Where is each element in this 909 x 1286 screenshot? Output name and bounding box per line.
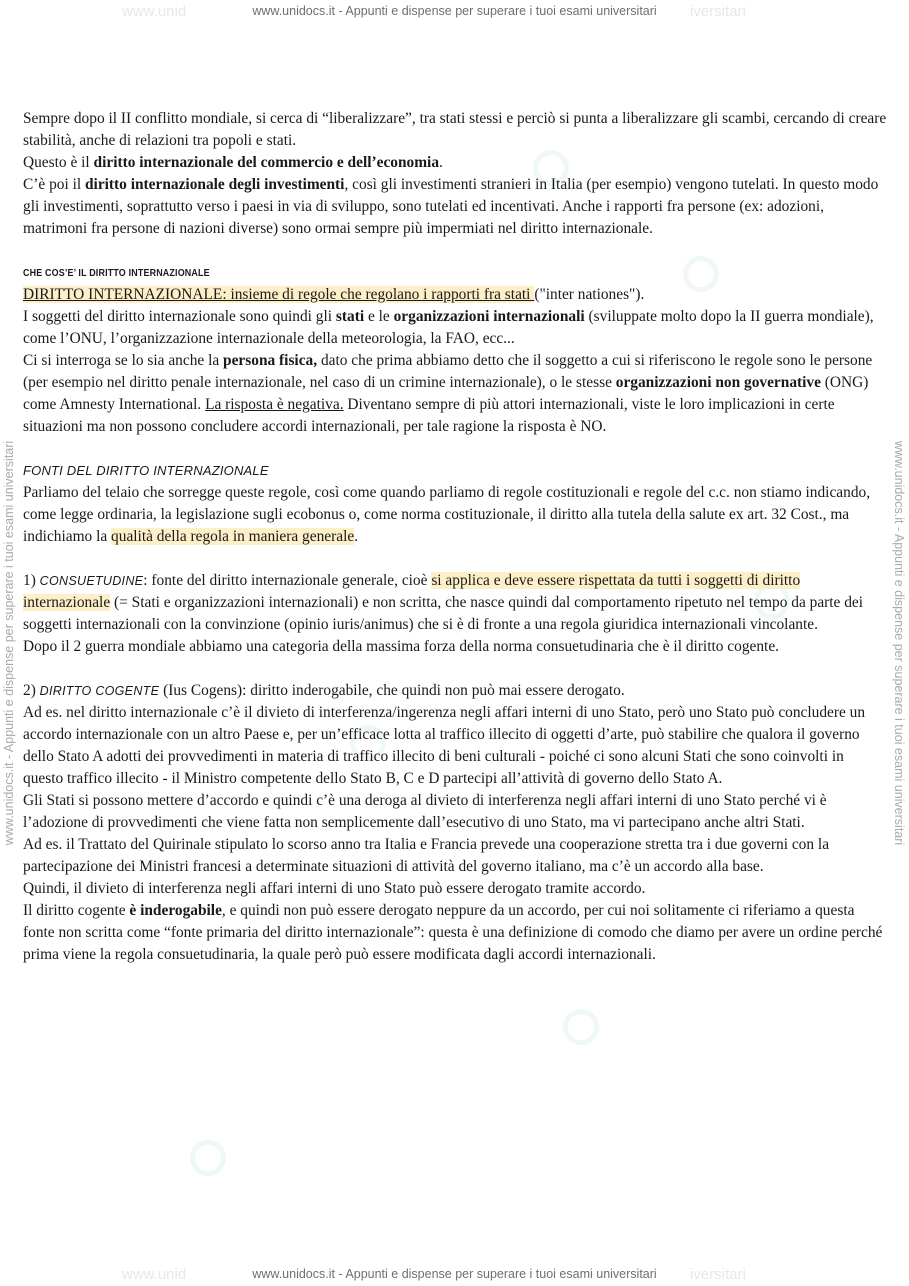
- intro-paragraph: Sempre dopo il II conflitto mondiale, si cerca di “liberalizzare”, tra stati stessi e perciò si punta a liberalizzare gli scambi, cercando di creare stabilità, anche di relazioni tra popoli e stati.: [23, 110, 887, 149]
- watermark-header: www.unidocs.it - Appunti e dispense per superare i tuoi esami universitari: [252, 4, 657, 18]
- definition-paragraph: DIRITTO INTERNAZIONALE: insieme di regole che regolano i rapporti fra stati ("inter nationes").: [23, 286, 645, 303]
- watermark-logo-icon: [563, 1009, 599, 1045]
- jus-cogens-paragraph: Il diritto cogente è inderogabile, e quindi non può essere derogato neppure da un accordo, per cui noi solitamente ci riferiamo a questa fonte non scritta come “fonte primaria del diritto internazionale”: questa è una definizione di comodo che diamo per avere un ordine perché prima viene la regola consuetudinaria, la quale però può essere modificata dagli accordi internazionali.: [23, 902, 883, 963]
- watermark-ghost-right: iversitari: [690, 1266, 746, 1283]
- section-heading: CHE COS’E’ IL DIRITTO INTERNAZIONALE: [23, 267, 210, 279]
- watermark-side-right: www.unidocs.it - Appunti e dispense per superare i tuoi esami universitari: [892, 440, 906, 846]
- document-body: [23, 108, 887, 966]
- custom-law-paragraph: 1) CONSUETUDINE: fonte del diritto internazionale generale, cioè si applica e deve essere rispettata da tutti i soggetti di diritto internazionale (= Stati e organizzazioni internazionali) e non scritta, che nasce quindi dal comportamento ripetuto nel tempo da parte dei soggetti internazionali con la convinzione (opinio iuris/animus) che si è di fronte a una regola giuridica internazionali vincolante.: [23, 572, 864, 633]
- intro-paragraph: Questo è il diritto internazionale del commercio e dell’economia.: [23, 154, 443, 171]
- subjects-paragraph: I soggetti del diritto internazionale sono quindi gli stati e le organizzazioni internazionali (sviluppate molto dopo la II guerra mondiale), come l’ONU, l’organizzazione internazionale della meteorologia, la FAO, ecc...: [23, 308, 874, 347]
- sources-paragraph: Parliamo del telaio che sorregge queste regole, così come quando parliamo di regole costituzionali e regole del c.c. non stiamo indicando, come legge ordinaria, la legislazione sugli ecobonus o, come norma costituzionale, il diritto alla tutela della salute ex art. 32 Cost., ma indichiamo la qualità della regola in maniera generale.: [23, 484, 871, 545]
- jus-cogens-paragraph: Ad es. nel diritto internazionale c’è il divieto di interferenza/ingerenza negli affari interni di uno Stato, però uno Stato può concludere un accordo internazionale con un altro Paese e, per un’efficace lotta al traffico illecito di oggetti d’arte, può stabilire che qualora il governo dello Stato A adotti dei provvedimenti in materia di traffico illecito di beni culturali - poiché ci sono alcuni Stati che sono coinvolti in questo traffico illecito - il Ministro competente dello Stato B, C e D partecipi all’attività di governo dello Stato A.: [23, 704, 866, 787]
- watermark-ghost-left: www.unid: [122, 3, 187, 20]
- watermark-logo-icon: [190, 1140, 226, 1176]
- subjects-paragraph: Ci si interroga se lo sia anche la persona fisica, dato che prima abbiamo detto che il soggetto a cui si riferiscono le regole sono le persone (per esempio nel diritto penale internazionale, nel caso di un crimine internazionale), o le stesse organizzazioni non governative (ONG) come Amnesty International. La risposta è negativa. Diventano sempre di più attori internazionali, viste le loro implicazioni in certe situazioni ma non possono concludere accordi internazionali, per tale ragione la risposta è NO.: [23, 352, 873, 435]
- watermark-footer: www.unidocs.it - Appunti e dispense per superare i tuoi esami universitari: [252, 1267, 657, 1281]
- jus-cogens-paragraph: Ad es. il Trattato del Quirinale stipulato lo scorso anno tra Italia e Francia prevede una cooperazione stretta tra i due governi con la partecipazione dei Ministri francesi a determinate situazioni di attività del governo italiano, ma c’è un accordo alla base.: [23, 836, 830, 875]
- jus-cogens-paragraph: Quindi, il divieto di interferenza negli affari interni di uno Stato può essere derogato tramite accordo.: [23, 880, 646, 897]
- intro-paragraph: C’è poi il diritto internazionale degli investimenti, così gli investimenti stranieri in Italia (per esempio) vengono tutelati. In questo modo gli investimenti, soprattutto verso i paesi in via di sviluppo, sono tutelati ed incentivati. Anche i rapporti fra persone (ex: adozioni, matrimoni fra persone di nazioni diverse) sono ormai sempre più impermiati nel diritto internazionale.: [23, 176, 879, 237]
- section-heading: FONTI DEL DIRITTO INTERNAZIONALE: [23, 463, 269, 478]
- custom-law-paragraph: Dopo il 2 guerra mondiale abbiamo una categoria della massima forza della norma consuetudinaria che è il diritto cogente.: [23, 638, 779, 655]
- watermark-side-left: www.unidocs.it - Appunti e dispense per superare i tuoi esami universitari: [2, 440, 16, 846]
- watermark-ghost-left: www.unid: [122, 1266, 187, 1283]
- jus-cogens-paragraph: Gli Stati si possono mettere d’accordo e quindi c’è una deroga al divieto di interferenza negli affari interni di uno Stato perché vi è l’adozione di provvedimenti che viene fatta non semplicemente dall’esecutivo di uno Stato, ma vi partecipano anche altri Stati.: [23, 792, 827, 831]
- jus-cogens-paragraph: 2) DIRITTO COGENTE (Ius Cogens): diritto inderogabile, che quindi non può mai essere derogato.: [23, 682, 625, 699]
- watermark-ghost-right: iversitari: [690, 3, 746, 20]
